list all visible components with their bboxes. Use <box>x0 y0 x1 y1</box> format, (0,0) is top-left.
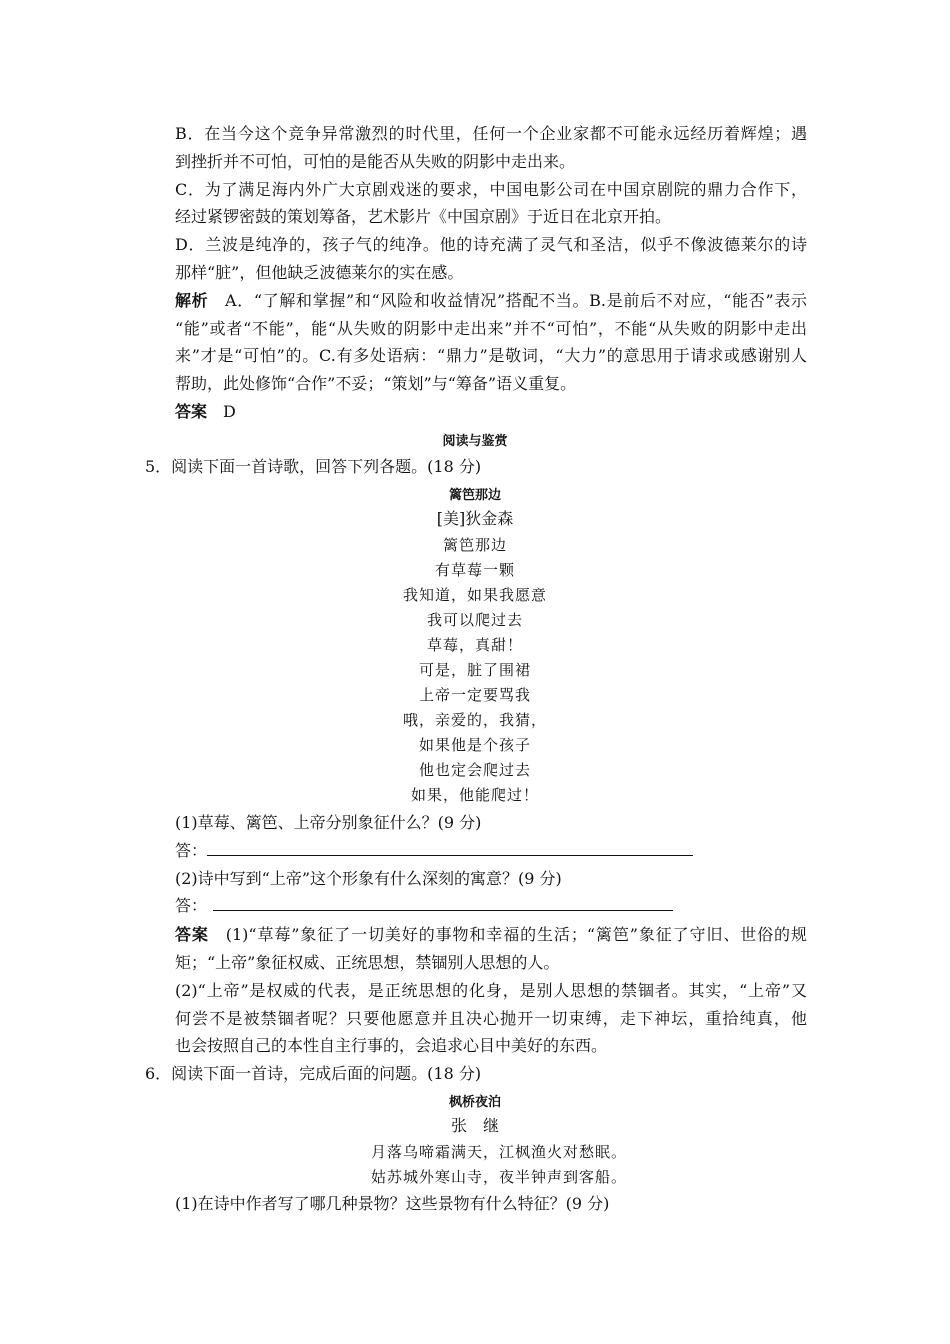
answer-underline <box>207 841 693 856</box>
q6-poem-line-1: 月落乌啼霜满天，江枫渔火对愁眠。 <box>370 1143 627 1161</box>
q5-subquestion-2: (2)诗中写到“上帝”这个形象有什么深刻的寓意？(9 分) <box>175 869 562 888</box>
option-b-line-1: B．在当今这个竞争异常激烈的时代里，任何一个企业家都不可能永远经历着辉煌；遇 <box>175 124 807 143</box>
analysis-line-2: “能”或者“不能”，能“从失败的阴影中走出来”并不“可怕”，不能“从失败的阴影中走出 <box>175 319 807 338</box>
analysis-text-1: A．“了解和掌握”和“风险和收益情况”搭配不当。B.是前后不对应，“能否”表示 <box>225 291 807 310</box>
poem-line: 可是，脏了围裙 <box>418 661 531 679</box>
poem-line: 如果，他能爬过！ <box>410 786 539 804</box>
answer-label: 答案 <box>175 402 208 421</box>
q5-answer-line-3: (2)“上帝”是权威的代表，是正统思想的化身，是别人思想的禁锢者。其实，“上帝”又 <box>175 981 807 1000</box>
q5-stem: 5．阅读下面一首诗歌，回答下列各题。(18 分) <box>145 457 482 476</box>
section-title: 阅读与鉴赏 <box>442 434 508 449</box>
option-d-line-1: D．兰波是纯净的，孩子气的纯净。他的诗充满了灵气和圣洁，似乎不像波德莱尔的诗 <box>175 235 807 254</box>
poem-line: 有草莓一颗 <box>434 561 515 579</box>
q5-answer-line-4: 何尝不是被禁锢者呢？只要他愿意并且决心抛开一切束缚，走下神坛，重拾纯真，他 <box>175 1009 807 1028</box>
q5-answer-blank-1[interactable] <box>175 841 693 861</box>
poem-title: 篱笆那边 <box>448 488 501 503</box>
poem-line: 如果他是个孩子 <box>418 736 531 754</box>
answer-underline <box>213 896 673 911</box>
option-c-line-1: C．为了满足海内外广大京剧戏迷的要求，中国电影公司在中国京剧院的鼎力合作下， <box>175 180 807 199</box>
q4-answer-line <box>175 402 236 422</box>
poem-line: 篱笆那边 <box>442 536 507 554</box>
answer-label: 答案 <box>175 925 209 944</box>
q5-answer-line-5: 也会按照自己的本性自主行事的，会追求心目中美好的东西。 <box>175 1036 608 1055</box>
poem-line: 哦，亲爱的，我猜， <box>402 711 547 729</box>
q5-answer-blank-2[interactable] <box>175 896 673 916</box>
option-b-line-2: 到挫折并不可怕，可怕的是能否从失败的阴影中走出来。 <box>175 152 576 171</box>
analysis-line-3: 来”才是“可怕”的。C.有多处语病：“鼎力”是敬词，“大力”的意思用于请求或感谢别人 <box>175 346 807 365</box>
q5-answer-line-1 <box>175 925 807 945</box>
analysis-label: 解析 <box>175 291 209 310</box>
q6-subquestion-1: (1)在诗中作者写了哪几种景物？这些景物有什么特征？(9 分) <box>175 1194 610 1213</box>
answer-prefix: 答： <box>175 841 208 860</box>
answer-prefix: 答： <box>175 896 208 915</box>
answer-value: D <box>223 402 236 421</box>
poem-line: 他也定会爬过去 <box>418 761 531 779</box>
analysis-line-1 <box>175 291 807 311</box>
q6-poem-line-2: 姑苏城外寒山寺，夜半钟声到客船。 <box>370 1168 627 1186</box>
poem-line: 我知道，如果我愿意 <box>402 586 547 604</box>
q6-stem: 6．阅读下面一首诗，完成后面的问题。(18 分) <box>145 1064 482 1083</box>
q5-answer-line-2: 矩；“上帝”象征权威、正统思想，禁锢别人思想的人。 <box>175 953 560 972</box>
option-d-line-2: 那样“脏”，但他缺乏波德莱尔的实在感。 <box>175 263 464 282</box>
poem-line: 我可以爬过去 <box>426 611 523 629</box>
q6-poem-title: 枫桥夜泊 <box>448 1095 501 1110</box>
analysis-line-4: 帮助，此处修饰“合作”不妥；“策划”与“筹备”语义重复。 <box>175 374 577 393</box>
poem-author: [美]狄金森 <box>436 509 514 528</box>
q5-subquestion-1: (1)草莓、篱笆、上帝分别象征什么？(9 分) <box>175 813 482 832</box>
poem-line: 上帝一定要骂我 <box>418 686 531 704</box>
option-c-line-2: 经过紧锣密鼓的策划筹备，艺术影片《中国京剧》于近日在北京开拍。 <box>175 207 672 226</box>
q6-poem-author: 张 继 <box>450 1116 499 1135</box>
q5-answer-text-1: (1)“草莓”象征了一切美好的事物和幸福的生活；“篱笆”象征了守旧、世俗的规 <box>225 925 807 944</box>
poem-line: 草莓，真甜！ <box>426 636 523 654</box>
